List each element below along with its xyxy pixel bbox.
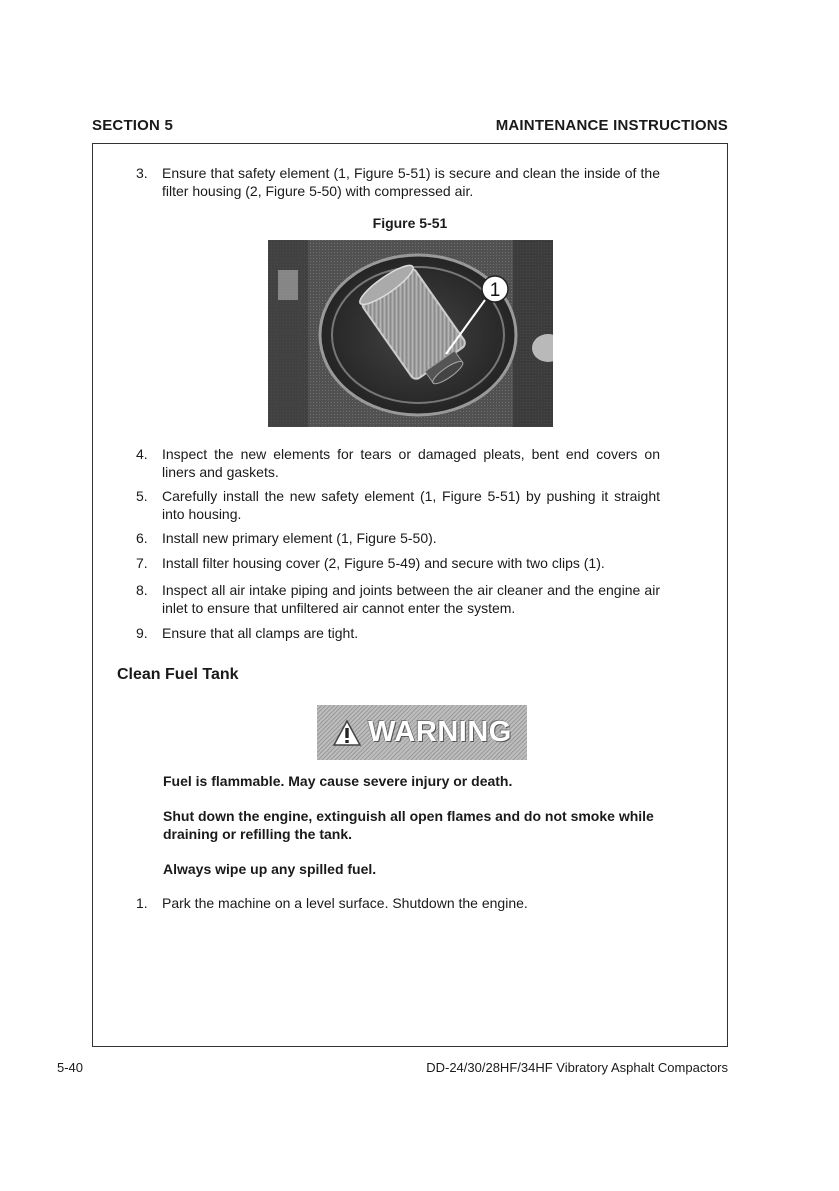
step-number: 4. bbox=[136, 446, 148, 462]
figure-title: Figure 5-51 bbox=[372, 215, 448, 231]
step-5 bbox=[136, 487, 660, 523]
step-number: 5. bbox=[136, 488, 148, 504]
step-text: Install new primary element (1, Figure 5-50). bbox=[162, 530, 437, 546]
warning-text: Shut down the engine, extinguish all open flames and do not smoke while draining or refilling the tank. bbox=[163, 808, 654, 842]
step-text: Park the machine on a level surface. Shutdown the engine. bbox=[162, 895, 528, 911]
step-text: Inspect the new elements for tears or damaged pleats, bent end covers on liners and gaskets. bbox=[162, 446, 660, 480]
warning-label: WARNING bbox=[368, 716, 512, 748]
page-title: MAINTENANCE INSTRUCTIONS bbox=[495, 117, 728, 134]
step-number: 1. bbox=[136, 895, 148, 911]
section-heading: Clean Fuel Tank bbox=[117, 666, 239, 683]
step-text: Install filter housing cover (2, Figure 5-49) and secure with two clips (1). bbox=[162, 555, 605, 571]
step-3 bbox=[136, 164, 660, 200]
step-text: Ensure that all clamps are tight. bbox=[162, 625, 359, 641]
step-8 bbox=[136, 581, 660, 617]
step-number: 8. bbox=[136, 582, 148, 598]
warning-banner bbox=[317, 705, 527, 760]
warning-text: Always wipe up any spilled fuel. bbox=[163, 861, 377, 877]
step-7 bbox=[136, 554, 660, 572]
step-number: 3. bbox=[136, 165, 148, 181]
filter-housing-photo bbox=[268, 240, 553, 427]
step-4 bbox=[136, 445, 660, 481]
warning-triangle-icon bbox=[332, 719, 362, 747]
callout-number: 1 bbox=[489, 280, 501, 301]
page-number: 5-40 bbox=[57, 1060, 84, 1075]
step-text: Inspect all air intake piping and joints between the air cleaner and the engine air inlet to ensure that unfiltered air cannot enter the system. bbox=[162, 582, 660, 616]
step-9 bbox=[136, 624, 660, 642]
step-6 bbox=[136, 529, 660, 547]
step-text: Ensure that safety element (1, Figure 5-51) is secure and clean the inside of the filter housing (2, Figure 5-50) with compressed air. bbox=[162, 165, 660, 199]
step-number: 7. bbox=[136, 555, 148, 571]
warning-text: Fuel is flammable. May cause severe injury or death. bbox=[163, 773, 513, 789]
step-number: 9. bbox=[136, 625, 148, 641]
step-number: 6. bbox=[136, 530, 148, 546]
fuel-step-1 bbox=[136, 894, 660, 912]
step-text: Carefully install the new safety element (1, Figure 5-51) by pushing it straight into housing. bbox=[162, 488, 660, 522]
document-title: DD-24/30/28HF/34HF Vibratory Asphalt Compactors bbox=[426, 1060, 728, 1075]
section-label: SECTION 5 bbox=[92, 117, 173, 134]
